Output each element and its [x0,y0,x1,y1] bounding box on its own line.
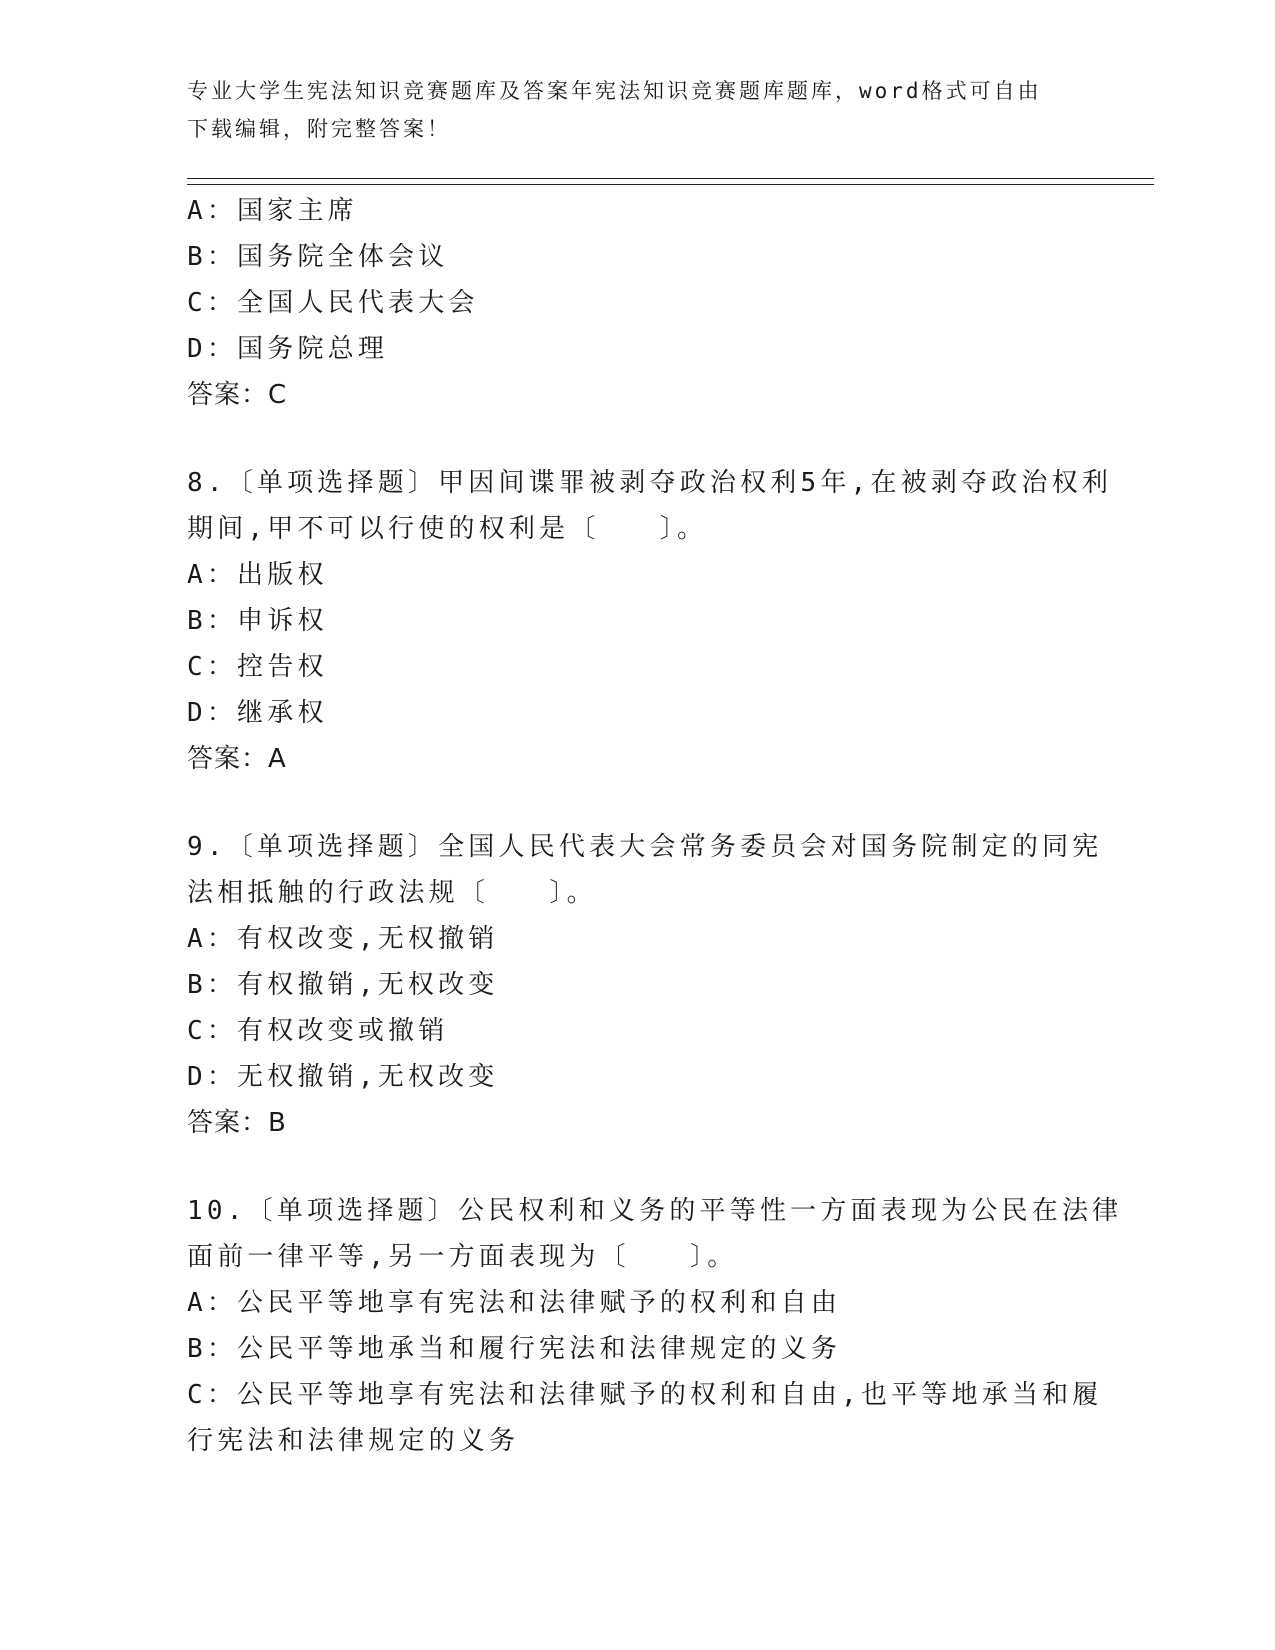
spacer [187,1146,1087,1188]
header-divider-top [187,178,1154,179]
option-c: C：全国人民代表大会 [187,288,479,318]
option-a: A：有权改变,无权撤销 [187,924,499,954]
answer: 答案：A [187,744,287,774]
option-b: B：申诉权 [187,606,328,636]
option-b: B：国务院全体会议 [187,242,449,272]
option-d: D：无权撤销,无权改变 [187,1062,499,1092]
option-a: A：出版权 [187,560,328,590]
option-c: C：有权改变或撤销 [187,1016,449,1046]
question-8 [187,460,1113,782]
option-b: B：公民平等地承当和履行宪法和法律规定的义务 [187,1334,842,1364]
option-a: A：国家主席 [187,196,358,226]
option-c: C：公民平等地享有宪法和法律赋予的权利和自由,也平等地承当和履 [187,1380,1103,1410]
question-stem-line-2: 期间,甲不可以行使的权利是〔 〕。 [187,514,708,544]
option-d: D：国务院总理 [187,334,389,364]
header-divider-bottom [187,184,1154,185]
question-7 [187,188,1087,418]
question-9 [187,824,1103,1146]
spacer [187,782,1087,824]
document-header [187,72,1087,148]
question-stem-line-2: 法相抵触的行政法规〔 〕。 [187,878,597,908]
question-list [187,188,1123,1464]
header-line-1: 专业大学生宪法知识竞赛题库及答案年宪法知识竞赛题库题库，word格式可自由 [187,79,1042,103]
answer: 答案：C [187,380,288,410]
option-d: D：继承权 [187,698,328,728]
answer: 答案：B [187,1108,287,1138]
spacer [187,418,1087,460]
option-b: B：有权撤销,无权改变 [187,970,499,1000]
option-c-continued: 行宪法和法律规定的义务 [187,1426,520,1456]
option-c: C：控告权 [187,652,328,682]
question-stem-line-1: 8.〔单项选择题〕甲因间谍罪被剥夺政治权利5年,在被剥夺政治权利 [187,468,1113,498]
question-stem-line-1: 10.〔单项选择题〕公民权利和义务的平等性一方面表现为公民在法律 [187,1196,1123,1226]
header-line-2: 下载编辑，附完整答案！ [187,117,451,141]
option-a: A：公民平等地享有宪法和法律赋予的权利和自由 [187,1288,842,1318]
question-10 [187,1188,1123,1464]
question-stem-line-2: 面前一律平等,另一方面表现为〔 〕。 [187,1242,738,1272]
question-stem-line-1: 9.〔单项选择题〕全国人民代表大会常务委员会对国务院制定的同宪 [187,832,1103,862]
